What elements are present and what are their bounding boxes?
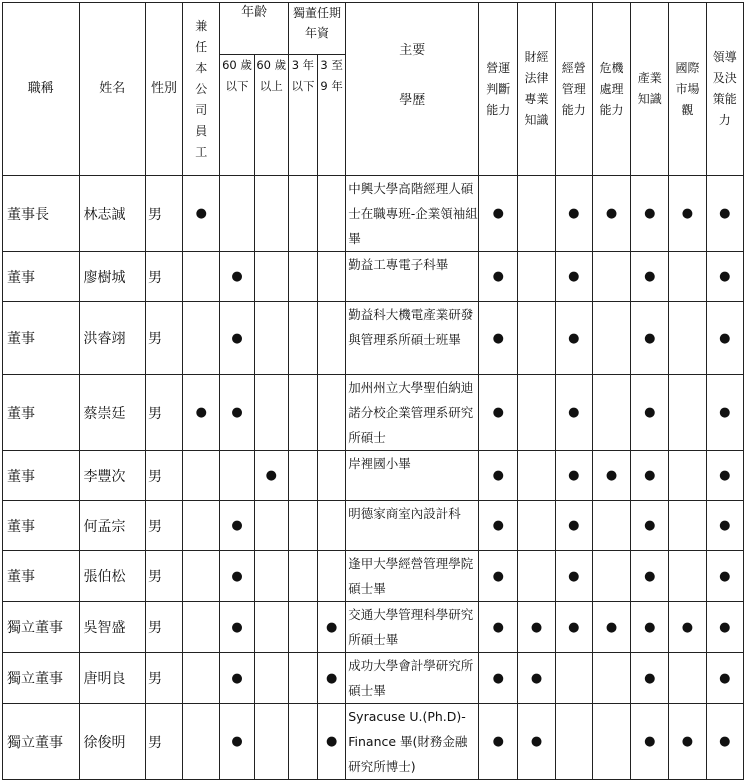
age-over-60-mark — [254, 551, 288, 602]
concurrent-employee-mark — [183, 252, 220, 302]
age-under-60-mark: ● — [220, 551, 254, 602]
director-name: 唐明良 — [79, 653, 145, 704]
skill-management-mark: ● — [555, 501, 592, 551]
skill-operational-judgment-mark: ● — [479, 704, 518, 780]
director-title: 董事 — [3, 252, 80, 302]
table-row — [3, 302, 744, 375]
header-age-over-60: 60 歲以上 — [254, 55, 288, 176]
concurrent-employee-mark — [183, 704, 220, 780]
director-name: 李豐次 — [79, 451, 145, 501]
skill-operational-judgment-mark: ● — [479, 176, 518, 252]
age-under-60-mark: ● — [220, 704, 254, 780]
director-name: 廖樹城 — [79, 252, 145, 302]
age-under-60-mark — [220, 176, 254, 252]
director-name: 吳智盛 — [79, 602, 145, 653]
table-row — [3, 501, 744, 551]
director-title: 董事 — [3, 302, 80, 375]
tenure-under-3-mark — [288, 501, 317, 551]
skill-industry-knowledge-mark: ● — [631, 375, 669, 451]
header-title: 職稱 — [3, 3, 80, 176]
skill-industry-knowledge-mark: ● — [631, 653, 669, 704]
director-gender: 男 — [145, 704, 182, 780]
skill-crisis-handling-mark — [592, 551, 630, 602]
skill-leadership-mark: ● — [706, 302, 743, 375]
skill-industry-knowledge-mark: ● — [631, 302, 669, 375]
skill-operational-judgment-mark: ● — [479, 551, 518, 602]
tenure-under-3-mark — [288, 704, 317, 780]
director-gender: 男 — [145, 602, 182, 653]
director-title: 董事長 — [3, 176, 80, 252]
header-tenure-under-3: 3 年以下 — [288, 55, 317, 176]
skill-crisis-handling-mark: ● — [592, 176, 630, 252]
tenure-3-to-9-mark: ● — [318, 653, 346, 704]
tenure-3-to-9-mark — [318, 501, 346, 551]
skill-management-mark: ● — [555, 176, 592, 252]
director-education: Syracuse U.(Ph.D)-Finance 畢(財務金融研究所博士) — [346, 704, 479, 780]
table-row — [3, 704, 744, 780]
header-independent-tenure — [288, 3, 345, 55]
tenure-under-3-mark — [288, 551, 317, 602]
skill-management-mark: ● — [555, 375, 592, 451]
skill-leadership-mark: ● — [706, 501, 743, 551]
header-skill-management: 經營 管理 能力 — [555, 3, 592, 176]
skill-international-market-mark — [669, 302, 706, 375]
director-title: 獨立董事 — [3, 602, 80, 653]
skill-finance-law-mark — [518, 302, 555, 375]
skill-finance-law-mark — [518, 551, 555, 602]
skill-industry-knowledge-mark: ● — [631, 551, 669, 602]
director-gender: 男 — [145, 252, 182, 302]
director-education: 成功大學會計學研究所碩士畢 — [346, 653, 479, 704]
age-under-60-mark: ● — [220, 252, 254, 302]
table-row — [3, 176, 744, 252]
director-gender: 男 — [145, 551, 182, 602]
header-independent-tenure-label: 獨董任期 年資 — [293, 6, 342, 40]
skill-crisis-handling-mark — [592, 302, 630, 375]
director-title: 獨立董事 — [3, 704, 80, 780]
skill-industry-knowledge-mark: ● — [631, 602, 669, 653]
director-education: 逢甲大學經營管理學院碩士畢 — [346, 551, 479, 602]
header-skill-international-market: 國際 市場 觀 — [669, 3, 706, 176]
skill-leadership-mark: ● — [706, 252, 743, 302]
tenure-3-to-9-mark — [318, 176, 346, 252]
skill-management-mark: ● — [555, 602, 592, 653]
skill-international-market-mark — [669, 375, 706, 451]
skill-leadership-mark: ● — [706, 704, 743, 780]
age-under-60-mark — [220, 451, 254, 501]
header-skill-leadership: 領導 及決 策能 力 — [706, 3, 743, 176]
skill-finance-law-mark — [518, 252, 555, 302]
header-tenure-3-to-9: 3 至 9 年 — [318, 55, 346, 176]
tenure-under-3-mark — [288, 176, 317, 252]
skill-operational-judgment-mark: ● — [479, 302, 518, 375]
header-concurrent-label: 兼 任 本 公 司 員 工 — [195, 18, 208, 159]
header-name: 姓名 — [79, 3, 145, 176]
skill-industry-knowledge-mark: ● — [631, 451, 669, 501]
tenure-under-3-mark — [288, 451, 317, 501]
skill-crisis-handling-mark: ● — [592, 451, 630, 501]
director-education: 勤益科大機電產業研發與管理系所碩士班畢 — [346, 302, 479, 375]
header-education — [346, 3, 479, 176]
tenure-3-to-9-mark: ● — [318, 602, 346, 653]
skill-finance-law-mark — [518, 501, 555, 551]
skill-management-mark: ● — [555, 551, 592, 602]
director-title: 董事 — [3, 551, 80, 602]
skill-finance-law-mark — [518, 451, 555, 501]
age-under-60-mark: ● — [220, 501, 254, 551]
director-gender: 男 — [145, 501, 182, 551]
skill-finance-law-mark — [518, 176, 555, 252]
skill-crisis-handling-mark — [592, 704, 630, 780]
header-age-under-60: 60 歲以下 — [220, 55, 254, 176]
skill-finance-law-mark: ● — [518, 653, 555, 704]
director-name: 洪睿翊 — [79, 302, 145, 375]
table-row — [3, 602, 744, 653]
concurrent-employee-mark — [183, 653, 220, 704]
age-over-60-mark — [254, 302, 288, 375]
director-education: 中興大學高階經理人碩士在職專班-企業領袖組畢 — [346, 176, 479, 252]
director-education: 明德家商室內設計科 — [346, 501, 479, 551]
skill-crisis-handling-mark — [592, 252, 630, 302]
tenure-under-3-mark — [288, 653, 317, 704]
skill-industry-knowledge-mark: ● — [631, 501, 669, 551]
skill-international-market-mark — [669, 252, 706, 302]
skill-management-mark: ● — [555, 451, 592, 501]
age-under-60-mark: ● — [220, 602, 254, 653]
age-under-60-mark: ● — [220, 302, 254, 375]
table-row — [3, 551, 744, 602]
skill-international-market-mark — [669, 551, 706, 602]
skill-operational-judgment-mark: ● — [479, 501, 518, 551]
director-title: 獨立董事 — [3, 653, 80, 704]
table-row — [3, 375, 744, 451]
age-over-60-mark — [254, 252, 288, 302]
tenure-under-3-mark — [288, 302, 317, 375]
table-row — [3, 451, 744, 501]
skill-management-mark: ● — [555, 302, 592, 375]
concurrent-employee-mark — [183, 602, 220, 653]
header-education-line1: 主要 — [399, 43, 426, 58]
concurrent-employee-mark — [183, 302, 220, 375]
concurrent-employee-mark — [183, 451, 220, 501]
header-age: 年齡 — [220, 3, 288, 55]
skill-international-market-mark: ● — [669, 176, 706, 252]
skill-finance-law-mark: ● — [518, 602, 555, 653]
director-name: 張伯松 — [79, 551, 145, 602]
age-under-60-mark: ● — [220, 653, 254, 704]
header-skill-finance-law: 財經 法律 專業 知識 — [518, 3, 555, 176]
header-skill-industry-knowledge: 產業 知識 — [631, 3, 669, 176]
concurrent-employee-mark: ● — [183, 176, 220, 252]
age-over-60-mark — [254, 602, 288, 653]
director-name: 蔡崇廷 — [79, 375, 145, 451]
tenure-3-to-9-mark — [318, 252, 346, 302]
tenure-3-to-9-mark — [318, 551, 346, 602]
skill-operational-judgment-mark: ● — [479, 653, 518, 704]
skill-operational-judgment-mark: ● — [479, 451, 518, 501]
tenure-3-to-9-mark — [318, 451, 346, 501]
tenure-under-3-mark — [288, 252, 317, 302]
tenure-3-to-9-mark: ● — [318, 704, 346, 780]
concurrent-employee-mark: ● — [183, 375, 220, 451]
header-education-line2: 學歷 — [399, 93, 426, 108]
tenure-3-to-9-mark — [318, 302, 346, 375]
skill-crisis-handling-mark — [592, 501, 630, 551]
concurrent-employee-mark — [183, 501, 220, 551]
director-gender: 男 — [145, 653, 182, 704]
skill-management-mark: ● — [555, 252, 592, 302]
skill-industry-knowledge-mark: ● — [631, 176, 669, 252]
director-gender: 男 — [145, 375, 182, 451]
skill-international-market-mark — [669, 451, 706, 501]
skill-international-market-mark — [669, 653, 706, 704]
skill-leadership-mark: ● — [706, 653, 743, 704]
tenure-under-3-mark — [288, 602, 317, 653]
header-concurrent-employee — [183, 3, 220, 176]
director-name: 林志誠 — [79, 176, 145, 252]
skill-finance-law-mark: ● — [518, 704, 555, 780]
skill-leadership-mark: ● — [706, 176, 743, 252]
skill-international-market-mark — [669, 501, 706, 551]
header-skill-operational-judgment: 營運 判斷 能力 — [479, 3, 518, 176]
age-under-60-mark: ● — [220, 375, 254, 451]
age-over-60-mark — [254, 375, 288, 451]
director-gender: 男 — [145, 451, 182, 501]
skill-leadership-mark: ● — [706, 551, 743, 602]
header-gender: 性別 — [145, 3, 182, 176]
tenure-under-3-mark — [288, 375, 317, 451]
skill-industry-knowledge-mark: ● — [631, 704, 669, 780]
skill-management-mark — [555, 653, 592, 704]
skill-industry-knowledge-mark: ● — [631, 252, 669, 302]
skill-operational-judgment-mark: ● — [479, 375, 518, 451]
age-over-60-mark — [254, 653, 288, 704]
director-education: 交通大學管理科學研究所碩士畢 — [346, 602, 479, 653]
tenure-3-to-9-mark — [318, 375, 346, 451]
skill-crisis-handling-mark: ● — [592, 602, 630, 653]
skill-management-mark — [555, 704, 592, 780]
skill-finance-law-mark — [518, 375, 555, 451]
skill-operational-judgment-mark: ● — [479, 252, 518, 302]
director-name: 徐俊明 — [79, 704, 145, 780]
skill-leadership-mark: ● — [706, 375, 743, 451]
age-over-60-mark: ● — [254, 451, 288, 501]
director-title: 董事 — [3, 375, 80, 451]
skill-leadership-mark: ● — [706, 451, 743, 501]
board-diversity-table — [2, 2, 744, 780]
director-education: 岸裡國小畢 — [346, 451, 479, 501]
age-over-60-mark — [254, 501, 288, 551]
skill-leadership-mark: ● — [706, 602, 743, 653]
skill-international-market-mark: ● — [669, 602, 706, 653]
age-over-60-mark — [254, 704, 288, 780]
header-skill-crisis-handling: 危機 處理 能力 — [592, 3, 630, 176]
director-title: 董事 — [3, 451, 80, 501]
director-name: 何孟宗 — [79, 501, 145, 551]
concurrent-employee-mark — [183, 551, 220, 602]
director-education: 加州州立大學聖伯納迪諾分校企業管理系研究所碩士 — [346, 375, 479, 451]
skill-operational-judgment-mark: ● — [479, 602, 518, 653]
table-row — [3, 653, 744, 704]
skill-crisis-handling-mark — [592, 653, 630, 704]
director-title: 董事 — [3, 501, 80, 551]
table-row — [3, 252, 744, 302]
age-over-60-mark — [254, 176, 288, 252]
director-gender: 男 — [145, 302, 182, 375]
director-education: 勤益工專電子科畢 — [346, 252, 479, 302]
skill-international-market-mark: ● — [669, 704, 706, 780]
skill-crisis-handling-mark — [592, 375, 630, 451]
director-gender: 男 — [145, 176, 182, 252]
